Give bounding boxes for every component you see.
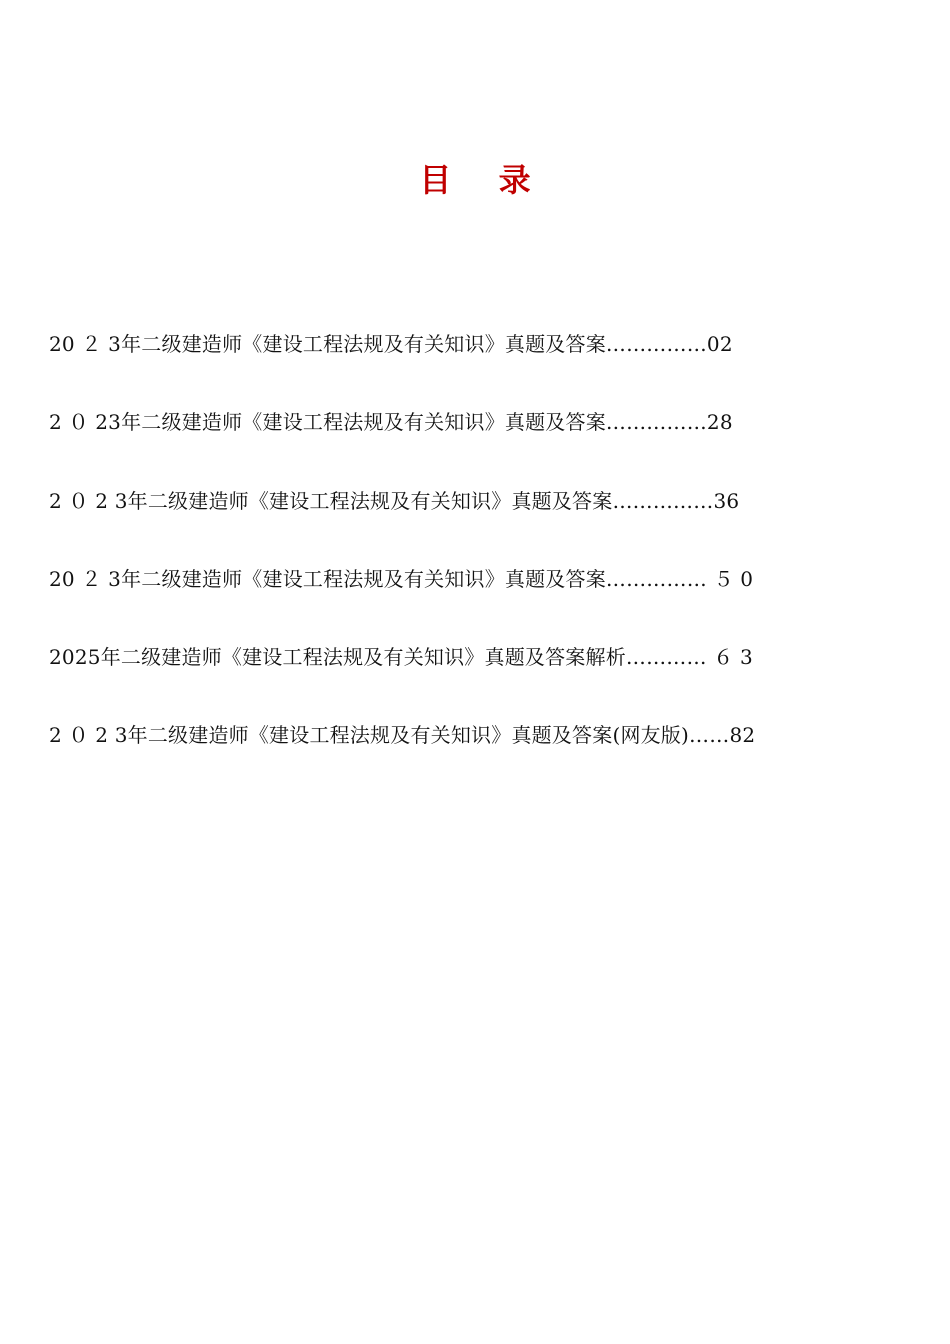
toc-entry-text: 2 ０ 2 3年二级建造师《建设工程法规及有关知识》真题及答案……………36: [49, 488, 740, 513]
toc-entry-text: 2 ０ 23年二级建造师《建设工程法规及有关知识》真题及答案……………28: [49, 410, 733, 435]
toc-entry-text: 20 ２ 3年二级建造师《建设工程法规及有关知识》真题及答案……………02: [49, 332, 733, 356]
toc-entry: [49, 483, 909, 561]
toc-entry: [49, 326, 909, 404]
toc-entry: [49, 639, 909, 717]
toc-entry-text: 20 ２ 3年二级建造师《建设工程法规及有关知识》真题及答案…………… ５ 0: [49, 566, 754, 591]
page-title: 目 录: [419, 161, 549, 199]
toc-entry: [49, 717, 909, 795]
toc-entry: [49, 404, 909, 482]
toc-entry: [49, 561, 909, 639]
toc-entry-text: 2 ０ 2 3年二级建造师《建设工程法规及有关知识》真题及答案(网友版)……82: [49, 723, 756, 748]
table-of-contents: [49, 326, 909, 796]
toc-entry-text: 2025年二级建造师《建设工程法规及有关知识》真题及答案解析………… ６ 3: [49, 645, 753, 670]
